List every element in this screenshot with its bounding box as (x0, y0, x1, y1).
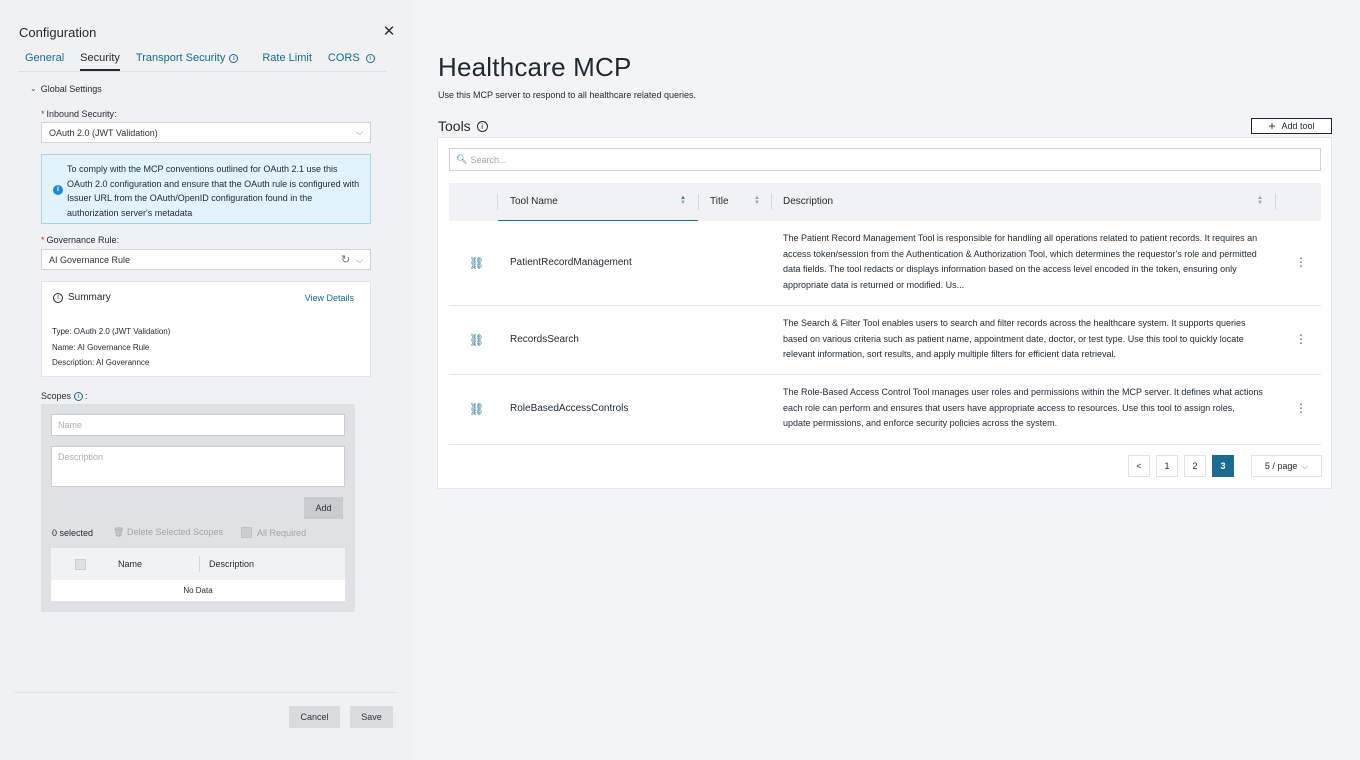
tab-label: Security (80, 52, 120, 64)
summary-lines (52, 324, 170, 371)
delete-selected-scopes-button[interactable] (113, 527, 223, 538)
sort-icon[interactable]: ▲ ▼ (1257, 195, 1263, 206)
oauth-info-alert (41, 154, 371, 224)
chevron-down-icon: ⌵ (1301, 460, 1309, 471)
tab-divider (18, 71, 386, 72)
summary-header (53, 292, 111, 303)
pagination (1128, 455, 1322, 477)
sort-icon[interactable]: ▲ ▼ (754, 195, 760, 206)
inbound-security-value: OAuth 2.0 (JWT Validation) (49, 127, 158, 138)
summary-name: Name: AI Governance Rule (52, 342, 150, 352)
more-options-icon[interactable]: ⋮ (1295, 332, 1307, 346)
close-icon[interactable]: ✕ (382, 23, 396, 40)
add-tool-button[interactable] (1251, 118, 1332, 134)
trash-icon: 🗑 (113, 527, 125, 537)
page-size-select[interactable] (1251, 455, 1322, 477)
column-title[interactable]: Title (710, 196, 729, 207)
label-colon: : (85, 391, 88, 401)
scopes-table-header (51, 548, 345, 580)
summary-card (41, 281, 371, 377)
tab-label: General (25, 52, 65, 64)
info-icon: i (74, 392, 83, 401)
tab-label: Transport Security (135, 52, 226, 64)
governance-rule-value: AI Governance Rule (49, 254, 131, 265)
tab-cors[interactable] (328, 52, 375, 71)
search-input[interactable] (449, 148, 1321, 171)
config-tabs (25, 52, 391, 72)
summary-title: Summary (68, 292, 111, 303)
page-subtitle: Use this MCP server to respond to all healthcare related queries. (438, 90, 696, 100)
chevron-down-icon: ⌵ (356, 255, 363, 265)
refresh-icon[interactable]: ↻ (340, 254, 351, 266)
info-icon: i (366, 54, 375, 63)
governance-rule-select[interactable] (41, 249, 371, 270)
tools-heading (438, 118, 488, 134)
scope-name-input[interactable]: Name (51, 414, 345, 436)
info-icon: i (53, 185, 63, 195)
tab-rate-limit[interactable] (262, 52, 312, 71)
page-1-button[interactable]: 1 (1156, 455, 1178, 477)
global-settings-toggle[interactable] (30, 84, 102, 94)
scopes-table (51, 548, 345, 601)
view-details-link[interactable]: View Details (304, 293, 354, 303)
alert-text: To comply with the MCP conventions outlined for OAuth 2.1 use this OAuth 2.0 configuration and ensure that the OAuth rule is configured with Issuer URL from the OAuth/OpenID configuration found in the authorization server's metadata (67, 164, 360, 218)
scopes-label-text: Scopes (41, 391, 72, 401)
save-button[interactable]: Save (350, 706, 393, 728)
column-divider (771, 194, 772, 210)
column-description[interactable]: Description (783, 196, 834, 207)
tab-general[interactable] (25, 52, 64, 71)
more-options-icon[interactable]: ⋮ (1295, 401, 1307, 415)
tools-label: Tools (438, 118, 471, 134)
search-icon: 🔍︎ (456, 154, 468, 164)
governance-rule-label (41, 235, 119, 245)
governance-label-text: Governance Rule (46, 235, 117, 245)
tool-description: The Search & Filter Tool enables users to search and filter records across the healthcare system. It supports queries based on various criteria such as patient name, appointment date, doctor, or test type. Use this tool to quickly locate relevant information, sort results, and apply multiple filters for efficient data retrieval. (783, 318, 1246, 359)
scopes-box (41, 404, 355, 612)
inbound-security-select[interactable] (41, 122, 371, 143)
page-2-button[interactable]: 2 (1184, 455, 1206, 477)
configuration-panel (0, 0, 412, 760)
all-required-checkbox[interactable] (241, 527, 252, 538)
column-divider (1275, 194, 1276, 210)
inbound-security-label (41, 109, 117, 119)
prev-page-button[interactable]: < (1128, 455, 1150, 477)
all-required-label: All Required (257, 527, 307, 538)
column-divider (698, 194, 699, 210)
selected-count: 0 selected (52, 527, 94, 538)
table-row[interactable] (449, 306, 1321, 375)
scopes-empty-row: No Data (51, 580, 345, 601)
column-divider (199, 556, 200, 572)
panel-title: Configuration (19, 25, 97, 40)
plus-icon: + (1268, 119, 1276, 133)
chevron-down-icon: ⌄ (30, 83, 37, 93)
info-icon: i (53, 293, 63, 303)
add-tool-label: Add tool (1281, 121, 1315, 131)
tab-label: Rate Limit (262, 52, 312, 64)
footer-divider (14, 692, 398, 693)
scope-selection-bar (52, 527, 306, 538)
global-settings-label: Global Settings (40, 84, 102, 94)
tool-name[interactable]: RecordsSearch (510, 334, 579, 345)
column-divider (497, 194, 498, 210)
scope-description-input[interactable]: Description (51, 446, 345, 487)
select-all-checkbox[interactable] (75, 559, 86, 570)
column-name: Name (118, 559, 143, 569)
label-colon: : (114, 109, 117, 119)
delete-label: Delete Selected Scopes (126, 527, 224, 537)
tab-security[interactable] (80, 52, 120, 71)
column-description: Description (209, 559, 255, 569)
info-icon: i (229, 54, 238, 63)
refresh-and-chevron (341, 253, 363, 266)
required-marker: * (41, 235, 45, 245)
tools-card (437, 137, 1332, 489)
table-row[interactable] (449, 221, 1321, 306)
page-size-value: 5 / page (1264, 461, 1298, 471)
tab-transport-security[interactable] (136, 52, 238, 71)
tab-label: CORS (327, 52, 360, 64)
required-marker: * (41, 109, 45, 119)
unlink-icon: ⛓︎ (469, 256, 485, 270)
sort-icon[interactable]: ▲ ▼ (680, 195, 686, 206)
column-tool-name[interactable]: Tool Name (510, 196, 558, 207)
page-title: Healthcare MCP (438, 52, 632, 82)
search-placeholder: Search... (470, 154, 507, 165)
tool-description: The Role-Based Access Control Tool manages user roles and permissions within the MCP server. It defines what actions each role can perform and ensures that users have appropriate access to resources. Use this tool to assign roles, update permissions, and enforce security policies across the system. (783, 387, 1263, 428)
add-scope-button[interactable]: Add (304, 497, 343, 519)
link-icon: ⛓︎ (469, 402, 485, 416)
inbound-label-text: Inbound Security (46, 109, 115, 119)
tool-name[interactable]: PatientRecordManagement (510, 257, 632, 268)
chevron-down-icon: ⌵ (356, 127, 363, 137)
link-icon: ⛓︎ (469, 333, 485, 347)
tool-description: The Patient Record Management Tool is responsible for handling all operations related to patient records. It requires an access token/session from the Authentication & Authorization Tool, which determines the requestor's role and permitted data fields. The tool redacts or displays information based on the access level encoded in the token, ensuring only appropriate data is returned or modified. Us... (783, 233, 1258, 290)
label-colon: : (116, 235, 120, 245)
page-3-button[interactable]: 3 (1212, 455, 1234, 477)
more-options-icon[interactable]: ⋮ (1295, 255, 1307, 269)
table-row[interactable] (449, 375, 1321, 445)
summary-type: Type: OAuth 2.0 (JWT Validation) (52, 327, 171, 336)
scopes-label (41, 391, 88, 401)
tools-table-header (449, 183, 1321, 221)
summary-description: Description: AI Goverannce (52, 358, 150, 367)
tool-name[interactable]: RoleBasedAccessControls (510, 403, 629, 414)
cancel-button[interactable]: Cancel (289, 706, 340, 728)
info-icon: i (477, 121, 488, 132)
